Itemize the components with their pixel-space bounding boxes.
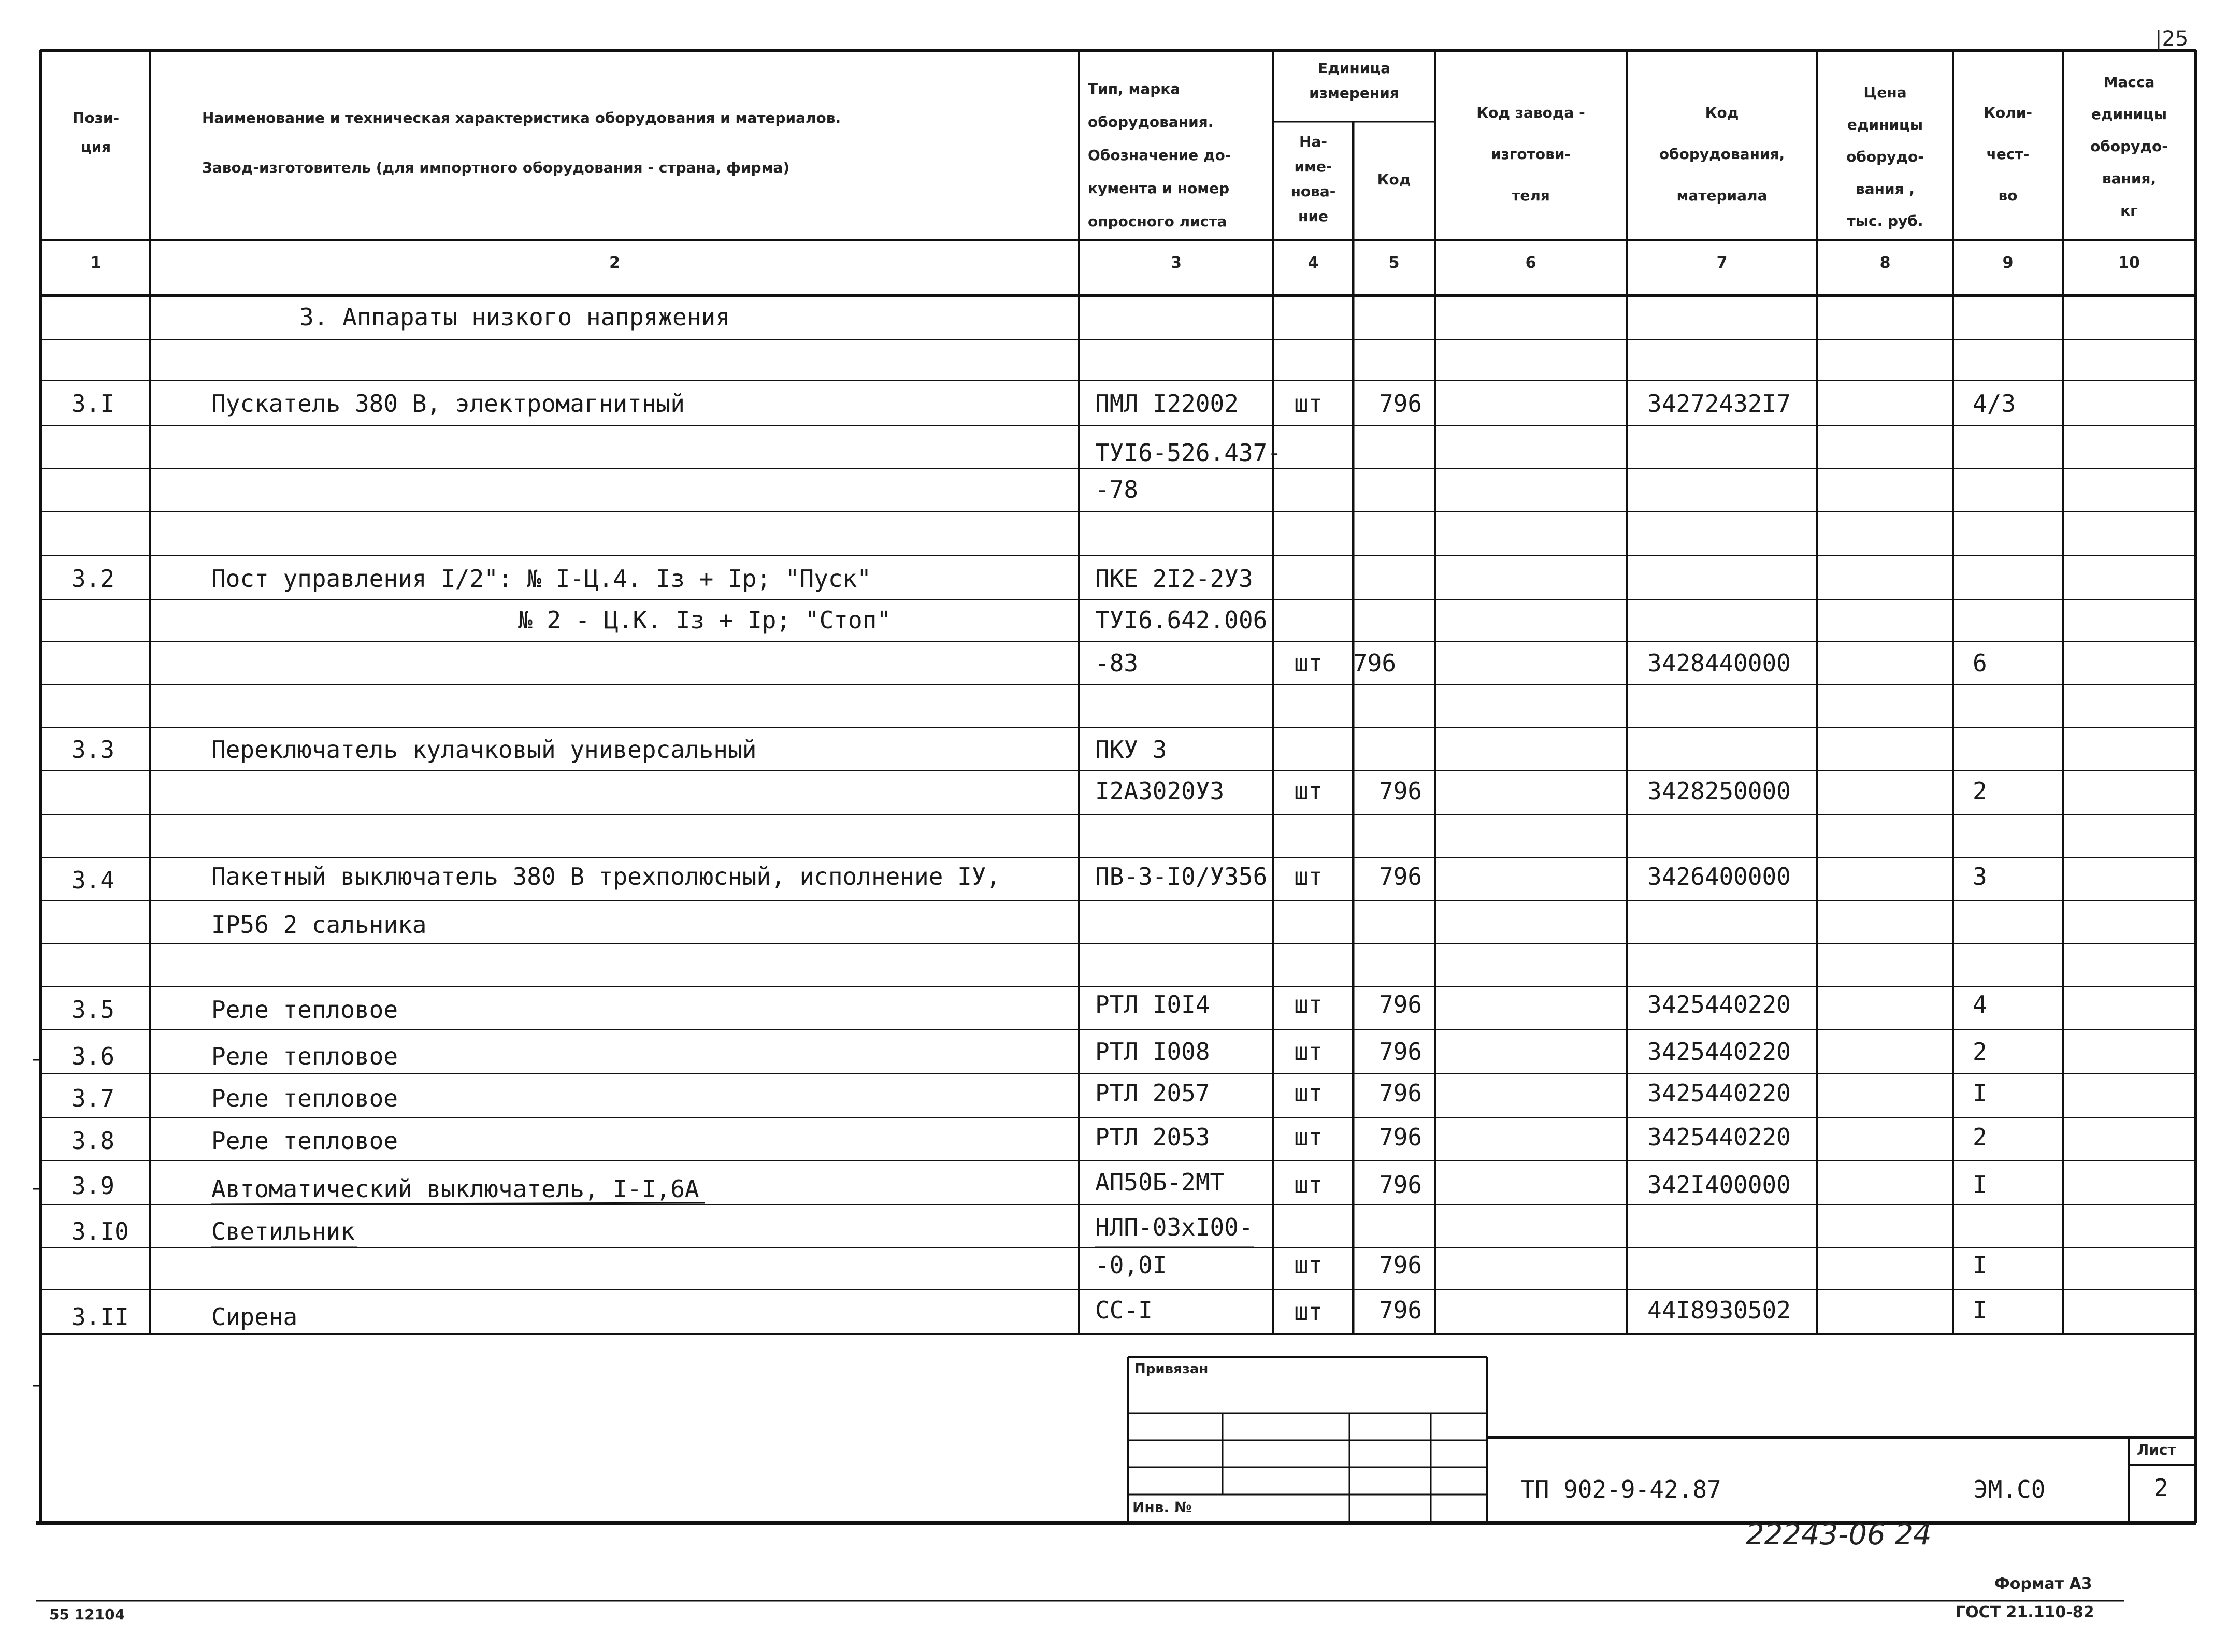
row-equipment-code: 3428440000 bbox=[1647, 649, 1791, 677]
handwritten-number: 22243-06 24 bbox=[1746, 1518, 1932, 1552]
row-equipment-code: 3428250000 bbox=[1647, 777, 1791, 805]
column-number: 10 bbox=[2118, 254, 2140, 272]
column-number: 3 bbox=[1171, 254, 1182, 272]
row-unit: шт bbox=[1294, 990, 1323, 1018]
row-name: № 2 - Ц.К. Iз + Iр; "Стоп" bbox=[518, 606, 892, 634]
row-quantity: 4 bbox=[1973, 990, 1987, 1018]
row-quantity: I bbox=[1973, 1079, 1987, 1107]
row-equipment-code: 44I8930502 bbox=[1647, 1296, 1791, 1324]
row-name: Сирена bbox=[211, 1303, 298, 1331]
row-name: Пост управления I/2": № I-Ц.4. Iз + Iр; "Пуск" bbox=[211, 565, 871, 593]
row-unit-code: 796 bbox=[1379, 1079, 1423, 1107]
row-position: 3.6 bbox=[71, 1042, 115, 1070]
header-unit-name: На- име- нова- ние bbox=[1290, 133, 1336, 225]
sheet-number: 2 bbox=[2154, 1474, 2168, 1502]
row-unit-code: 796 bbox=[1379, 1251, 1423, 1279]
footer-left: 55 12104 bbox=[49, 1606, 125, 1623]
row-unit-code: 796 bbox=[1379, 390, 1423, 418]
header-unit-group: Единица измерения bbox=[1309, 60, 1399, 102]
stamp-inv-label: Инв. № bbox=[1132, 1499, 1192, 1516]
row-unit: шт bbox=[1294, 1251, 1323, 1279]
column-number: 2 bbox=[609, 254, 620, 272]
row-type: ПМЛ I22002 bbox=[1095, 390, 1239, 418]
row-type: АП50Б-2МТ bbox=[1095, 1168, 1225, 1196]
row-unit-code: 796 bbox=[1353, 649, 1397, 677]
row-quantity: 2 bbox=[1973, 777, 1987, 805]
row-unit-code: 796 bbox=[1379, 1038, 1423, 1066]
row-type: -78 bbox=[1095, 476, 1139, 504]
row-name: Реле тепловое bbox=[211, 1127, 398, 1155]
row-unit-code: 796 bbox=[1379, 1123, 1423, 1151]
column-number: 9 bbox=[2002, 254, 2014, 272]
row-unit: шт bbox=[1294, 1171, 1323, 1199]
row-position: 3.4 bbox=[71, 866, 115, 894]
row-unit: шт bbox=[1294, 1038, 1323, 1066]
row-name: Пакетный выключатель 380 В трехполюсный, исполнение IУ, bbox=[211, 863, 1001, 890]
column-number: 4 bbox=[1308, 254, 1319, 272]
row-position: 3.2 bbox=[71, 565, 115, 593]
header-type: Тип, марка оборудования. Обозначение до- кумента и номер опросного листа bbox=[1088, 80, 1231, 230]
row-unit: шт bbox=[1294, 390, 1323, 418]
row-unit: шт bbox=[1294, 863, 1323, 890]
header-mass: Масса единицы оборудо- вания, кг bbox=[2090, 74, 2168, 219]
row-type: ПВ-3-I0/У356 bbox=[1095, 863, 1268, 890]
row-type: РТЛ 2053 bbox=[1095, 1123, 1210, 1151]
row-type: ПКЕ 2I2-2УЗ bbox=[1095, 565, 1253, 593]
header-position: Пози- ция bbox=[72, 109, 120, 155]
row-position: 3.8 bbox=[71, 1127, 115, 1155]
row-type: РТЛ I0I4 bbox=[1095, 990, 1210, 1018]
column-number: 7 bbox=[1716, 254, 1728, 272]
row-position: 3.7 bbox=[71, 1084, 115, 1112]
stamp-bound-label: Привязан bbox=[1134, 1361, 1209, 1377]
doc-code: ТП 902-9-42.87 bbox=[1520, 1475, 1721, 1503]
header-equipment-code: Код оборудования, материала bbox=[1659, 104, 1785, 204]
row-equipment-code: 342I400000 bbox=[1647, 1171, 1791, 1199]
row-quantity: I bbox=[1973, 1251, 1987, 1279]
corner-mark: |25 bbox=[2155, 27, 2189, 51]
row-unit-code: 796 bbox=[1379, 1171, 1423, 1199]
column-number: 8 bbox=[1879, 254, 1891, 272]
column-number: 6 bbox=[1525, 254, 1536, 272]
row-quantity: 2 bbox=[1973, 1038, 1987, 1066]
row-position: 3.I bbox=[71, 390, 115, 418]
doc-mark: ЭМ.С0 bbox=[1974, 1475, 2046, 1503]
header-unit-code: Код bbox=[1377, 171, 1411, 188]
row-unit: шт bbox=[1294, 777, 1323, 805]
row-quantity: 2 bbox=[1973, 1123, 1987, 1151]
header-factory-code: Код завода - изготови- теля bbox=[1476, 104, 1585, 204]
row-type: ПКУ 3 bbox=[1095, 736, 1167, 764]
row-position: 3.5 bbox=[71, 996, 115, 1024]
row-type: -0,0I bbox=[1095, 1251, 1167, 1279]
header-name: Наименование и техническая характеристика оборудования и материалов. Завод-изготовитель (для импортного оборудования - страна, фирма) bbox=[202, 109, 841, 176]
row-position: 3.I0 bbox=[71, 1217, 129, 1245]
footer-gost: ГОСТ 21.110-82 bbox=[1956, 1603, 2094, 1621]
row-name: Реле тепловое bbox=[211, 996, 398, 1024]
sheet-label: Лист bbox=[2137, 1441, 2176, 1458]
row-quantity: 6 bbox=[1973, 649, 1987, 677]
row-type: РТЛ I008 bbox=[1095, 1038, 1210, 1066]
row-unit-code: 796 bbox=[1379, 777, 1423, 805]
row-type: I2А3020УЗ bbox=[1095, 777, 1225, 805]
row-name: Реле тепловое bbox=[211, 1042, 398, 1070]
row-name: Светильник bbox=[211, 1217, 355, 1245]
row-quantity: I bbox=[1973, 1296, 1987, 1324]
row-quantity: I bbox=[1973, 1171, 1987, 1199]
row-type: ТУI6.642.006 bbox=[1095, 606, 1268, 634]
row-unit-code: 796 bbox=[1379, 990, 1423, 1018]
row-position: 3.9 bbox=[71, 1172, 115, 1200]
row-quantity: 4/3 bbox=[1973, 390, 2016, 418]
row-unit: шт bbox=[1294, 649, 1323, 677]
row-equipment-code: 3425440220 bbox=[1647, 1038, 1791, 1066]
row-equipment-code: 3425440220 bbox=[1647, 1079, 1791, 1107]
section-title: 3. Аппараты низкого напряжения bbox=[299, 303, 730, 331]
footer-format: Формат А3 bbox=[1994, 1575, 2092, 1593]
row-position: 3.3 bbox=[71, 736, 115, 764]
row-name: Переключатель кулачковый универсальный bbox=[211, 736, 757, 764]
column-number: 1 bbox=[90, 254, 102, 272]
row-type: РТЛ 2057 bbox=[1095, 1079, 1210, 1107]
row-type: ТУI6-526.437- bbox=[1095, 439, 1282, 467]
row-type: СС-I bbox=[1095, 1296, 1153, 1324]
row-name: Автоматический выключатель, I-I,6А bbox=[211, 1175, 699, 1203]
row-name: Реле тепловое bbox=[211, 1084, 398, 1112]
header-price: Цена единицы оборудо- вания , тыс. руб. bbox=[1846, 84, 1924, 229]
row-unit-code: 796 bbox=[1379, 1296, 1423, 1324]
header-quantity: Коли- чест- во bbox=[1984, 104, 2032, 204]
row-unit: шт bbox=[1294, 1123, 1323, 1151]
row-name: Пускатель 380 В, электромагнитный bbox=[211, 390, 685, 418]
row-equipment-code: 3426400000 bbox=[1647, 863, 1791, 890]
row-equipment-code: 3425440220 bbox=[1647, 990, 1791, 1018]
row-quantity: 3 bbox=[1973, 863, 1987, 890]
row-unit: шт bbox=[1294, 1298, 1323, 1326]
row-position: 3.II bbox=[71, 1303, 129, 1331]
column-number: 5 bbox=[1388, 254, 1400, 272]
row-unit-code: 796 bbox=[1379, 863, 1423, 890]
row-equipment-code: 3425440220 bbox=[1647, 1123, 1791, 1151]
row-type: -83 bbox=[1095, 649, 1139, 677]
row-equipment-code: 342724З2I7 bbox=[1647, 390, 1791, 418]
row-unit: шт bbox=[1294, 1079, 1323, 1107]
row-type: НЛП-03хI00- bbox=[1095, 1213, 1253, 1241]
row-name: IР56 2 сальника bbox=[211, 911, 427, 939]
